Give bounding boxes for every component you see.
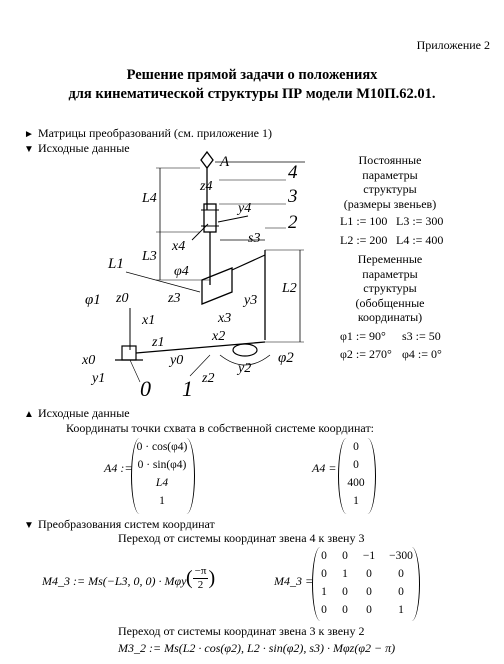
expand-right-icon: ► xyxy=(24,129,34,140)
M43-cell: 1 xyxy=(398,604,404,616)
M43-cell: 0 xyxy=(321,604,327,616)
param-L4: L4 := 400 xyxy=(396,233,444,247)
section-initial-label: Исходные данные xyxy=(38,141,130,155)
section-matrices[interactable] xyxy=(24,126,272,141)
label-L4: L4 xyxy=(142,191,157,206)
label-link-2: 2 xyxy=(288,212,298,233)
M43-cell: 0 xyxy=(366,586,372,598)
label-link-3: 3 xyxy=(288,186,298,207)
M43-cell: 0 xyxy=(342,604,348,616)
label-z1: z1 xyxy=(152,335,165,350)
label-y0: y0 xyxy=(170,353,184,368)
param-L2: L2 := 200 xyxy=(340,233,388,247)
label-z4: z4 xyxy=(200,179,213,194)
var-params-title: Переменные параметры структуры (обобщенные координаты) xyxy=(355,252,425,324)
M43-cell: 1 xyxy=(342,568,348,580)
M43-formula: M4_3 := Ms(−L3, 0, 0) · Mφy xyxy=(42,574,187,588)
page-title-line2: для кинематической структуры ПР модели М10П.62.01. xyxy=(68,86,436,102)
label-phi2: φ2 xyxy=(278,350,294,366)
label-x3: x3 xyxy=(218,311,232,326)
coord-description: Координаты точки схвата в собственной системе координат: xyxy=(66,421,375,435)
label-z0: z0 xyxy=(116,291,129,306)
param-phi4: φ4 := 0° xyxy=(402,347,442,361)
trans32-heading: Переход от системы координат звена 3 к звену 2 xyxy=(118,624,365,638)
A4-sym-label: A4 := xyxy=(104,461,133,475)
A4-sym-cell: L4 xyxy=(155,477,169,489)
A4-num-label: A4 = xyxy=(312,461,337,475)
label-y1: y1 xyxy=(92,371,106,386)
label-x1: x1 xyxy=(142,313,156,328)
kinematic-diagram xyxy=(60,150,330,400)
M32-formula: M3_2 := Ms(L2 · cos(φ2), L2 · sin(φ2), s3) · Mφz(φ2 − π) xyxy=(118,641,396,655)
frac-denominator: 2 xyxy=(197,579,204,591)
M43-cell: 0 xyxy=(342,550,348,562)
label-y4: y4 xyxy=(238,201,252,216)
A4-num-cell: 1 xyxy=(353,495,359,507)
A4-sym-cell: 0 · sin(φ4) xyxy=(137,459,187,471)
M43-cell: 0 xyxy=(342,586,348,598)
appendix-label: Приложение 2 xyxy=(416,38,490,52)
label-L2: L2 xyxy=(282,281,297,296)
M43-cell: 0 xyxy=(366,604,372,616)
page-title-line1: Решение прямой задачи о положениях xyxy=(126,67,378,83)
M43-fraction: ( $\frac{-\pi}{2}$ ) xyxy=(186,565,216,591)
label-link-4: 4 xyxy=(288,162,298,183)
collapse-down-icon: ▼ xyxy=(24,144,34,155)
section-transforms-label: Преобразования систем координат xyxy=(38,517,215,531)
frac-numerator: −π xyxy=(194,565,207,577)
label-link-0: 0 xyxy=(140,376,151,400)
label-x2: x2 xyxy=(212,329,226,344)
const-params-title: Постоянные параметры структуры (размеры звеньев) xyxy=(343,153,437,211)
param-s3: s3 := 50 xyxy=(402,329,441,343)
section-transforms[interactable] xyxy=(24,517,215,532)
label-z2: z2 xyxy=(202,371,215,386)
label-L1: L1 xyxy=(108,256,124,272)
collapse-up-icon: ▲ xyxy=(24,409,34,420)
label-L3: L3 xyxy=(142,249,157,264)
label-link-1: 1 xyxy=(182,376,193,400)
M43-cell: 0 xyxy=(398,586,404,598)
M43-cell: −1 xyxy=(362,550,376,562)
M43-cell: 0 xyxy=(398,568,404,580)
A4-sym-cell: 1 xyxy=(159,495,165,507)
M43-label: M4_3 = xyxy=(274,574,314,588)
M43-cell: 0 xyxy=(321,550,327,562)
M43-cell: 0 xyxy=(366,568,372,580)
A4-num-cell: 0 xyxy=(353,441,359,453)
section-matrices-label: Матрицы преобразований (см. приложение 1) xyxy=(38,126,273,140)
label-x4: x4 xyxy=(172,239,186,254)
A4-num-cell: 400 xyxy=(347,477,365,489)
label-phi4: φ4 xyxy=(174,264,189,279)
label-z3: z3 xyxy=(168,291,181,306)
label-A: A xyxy=(220,154,230,170)
label-x0: x0 xyxy=(82,353,96,368)
label-s3: s3 xyxy=(248,231,261,246)
M43-cell: −300 xyxy=(389,550,413,562)
label-y2: y2 xyxy=(238,361,252,376)
collapse-down-icon: ▼ xyxy=(24,520,34,531)
label-phi1: φ1 xyxy=(85,292,101,308)
M43-cell: 0 xyxy=(321,568,327,580)
param-L3: L3 := 300 xyxy=(396,214,444,228)
A4-sym-cell: 0 · cos(φ4) xyxy=(136,441,188,453)
param-phi2: φ2 := 270° xyxy=(340,347,392,361)
label-y3: y3 xyxy=(244,293,258,308)
section-initial-2-label: Исходные данные xyxy=(38,406,130,420)
param-phi1: φ1 := 90° xyxy=(340,329,386,343)
trans43-heading: Переход от системы координат звена 4 к звену 3 xyxy=(118,531,365,545)
M43-cell: 1 xyxy=(321,586,327,598)
A4-num-cell: 0 xyxy=(353,459,359,471)
section-initial-2[interactable] xyxy=(24,406,130,421)
param-L1: L1 := 100 xyxy=(340,214,388,228)
